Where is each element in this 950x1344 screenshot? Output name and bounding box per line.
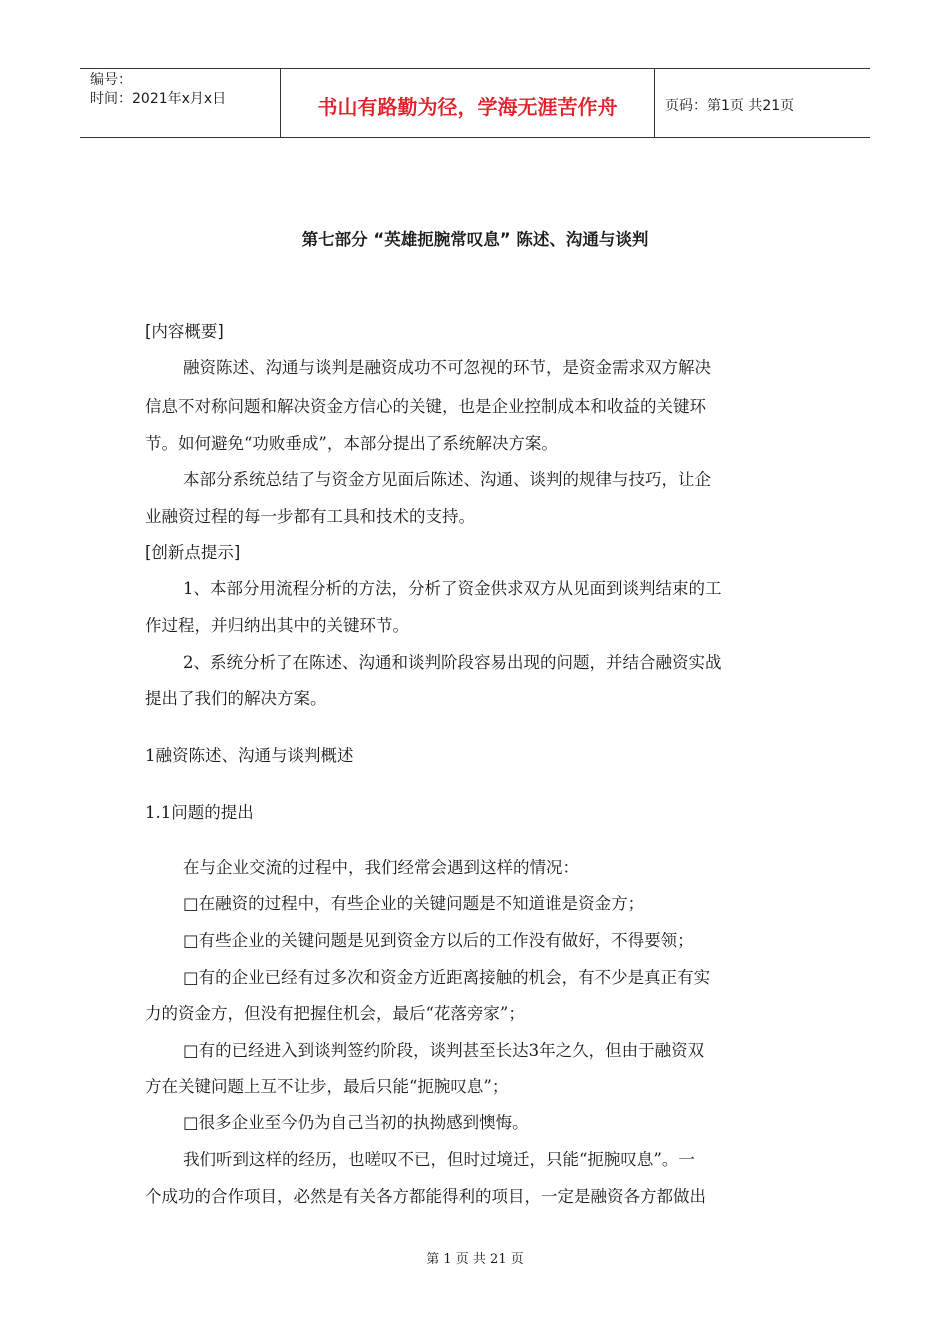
page-info: 页码：第1页 共21页 bbox=[665, 98, 795, 114]
heading-1-1: 1.1问题的提出 bbox=[145, 803, 254, 822]
paragraph-line: 我们听到这样的经历，也嗟叹不已，但时过境迁，只能“扼腕叹息”。一 bbox=[183, 1150, 695, 1169]
bullet-item-continuation: 方在关键问题上互不让步，最后只能“扼腕叹息”； bbox=[145, 1077, 509, 1096]
heading-1: 1融资陈述、沟通与谈判概述 bbox=[145, 746, 354, 765]
paragraph-line: 个成功的合作项目，必然是有关各方都能得利的项目，一定是融资各方都做出 bbox=[145, 1187, 706, 1206]
page-footer: 第 1 页 共 21 页 bbox=[426, 1252, 524, 1267]
paragraph-line: 1、本部分用流程分析的方法，分析了资金供求双方从见面到谈判结束的工 bbox=[183, 579, 722, 598]
paragraph-line: 在与企业交流的过程中，我们经常会遇到这样的情况： bbox=[183, 858, 579, 877]
bullet-item: □有的企业已经有过多次和资金方近距离接触的机会，有不少是真正有实 bbox=[183, 968, 711, 987]
paragraph-line: 提出了我们的解决方案。 bbox=[145, 689, 327, 708]
bullet-item: □在融资的过程中，有些企业的关键问题是不知道谁是资金方； bbox=[183, 894, 645, 913]
bullet-item: □有的已经进入到谈判签约阶段，谈判甚至长达3年之久，但由于融资双 bbox=[183, 1041, 705, 1060]
paragraph-line: 节。如何避免“功败垂成”，本部分提出了系统解决方案。 bbox=[145, 434, 558, 453]
motto: 书山有路勤为径，学海无涯苦作舟 bbox=[317, 95, 618, 119]
paragraph-line: 信息不对称问题和解决资金方信心的关键，也是企业控制成本和收益的关键环 bbox=[145, 397, 706, 416]
header-motto-cell bbox=[281, 69, 655, 137]
bullet-item: □有些企业的关键问题是见到资金方以后的工作没有做好，不得要领； bbox=[183, 931, 694, 950]
number-label: 编号： bbox=[90, 72, 132, 88]
section-summary-heading: [内容概要] bbox=[145, 322, 224, 341]
header-meta-cell bbox=[80, 69, 281, 137]
paragraph-line: 融资陈述、沟通与谈判是融资成功不可忽视的环节，是资金需求双方解决 bbox=[183, 358, 711, 377]
paragraph-line: 2、系统分析了在陈述、沟通和谈判阶段容易出现的问题，并结合融资实战 bbox=[183, 653, 722, 672]
section-innovation-heading: [创新点提示] bbox=[145, 543, 241, 562]
document-title: 第七部分 “英雄扼腕常叹息” 陈述、沟通与谈判 bbox=[301, 230, 649, 249]
paragraph-line: 业融资过程的每一步都有工具和技术的支持。 bbox=[145, 507, 475, 526]
header-page-cell bbox=[655, 69, 870, 137]
paragraph-line: 作过程，并归纳出其中的关键环节。 bbox=[145, 616, 409, 635]
bullet-item-continuation: 力的资金方，但没有把握住机会，最后“花落旁家”； bbox=[145, 1004, 525, 1023]
header-table bbox=[80, 68, 870, 138]
paragraph-line: 本部分系统总结了与资金方见面后陈述、沟通、谈判的规律与技巧，让企 bbox=[183, 470, 711, 489]
bullet-item: □很多企业至今仍为自己当初的执拗感到懊悔。 bbox=[183, 1113, 529, 1132]
time-label: 时间：2021年x月x日 bbox=[90, 91, 227, 107]
